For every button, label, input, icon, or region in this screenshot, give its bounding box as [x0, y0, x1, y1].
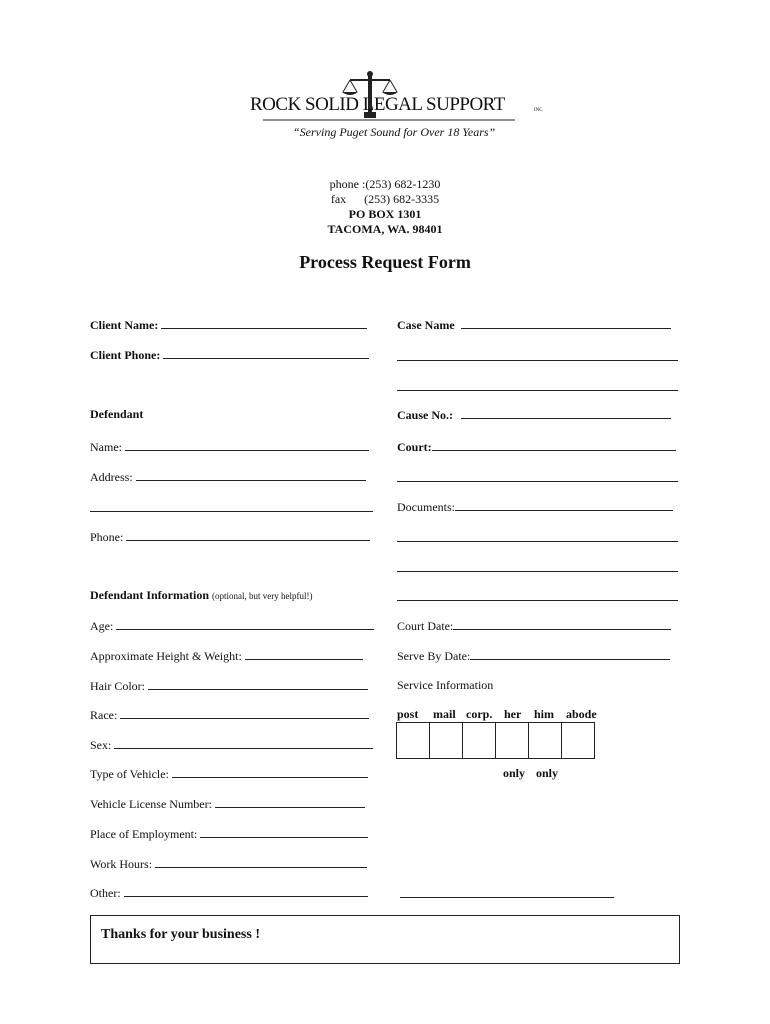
work-hours-label: Work Hours: [90, 857, 153, 871]
form-title: Process Request Form [299, 252, 471, 272]
work-hours-field[interactable] [90, 856, 367, 872]
sex-field[interactable] [90, 737, 373, 753]
defendant-heading: Defendant [90, 407, 144, 421]
contact-city: TACOMA, WA. 98401 [327, 222, 443, 236]
cause-number-label: Cause No.: [397, 408, 453, 422]
checkbox-her[interactable] [495, 722, 529, 759]
company-tagline: “Serving Puget Sound for Over 18 Years” [293, 125, 496, 139]
hair-color-field[interactable] [90, 678, 368, 694]
contact-fax: fax (253) 682-3335 [330, 192, 440, 206]
license-number-label: Vehicle License Number: [90, 797, 212, 811]
svc-post: post [397, 707, 419, 721]
vehicle-type-field[interactable] [90, 766, 368, 782]
company-logo [245, 68, 545, 143]
svc-him: him [534, 707, 555, 721]
case-name-field[interactable] [397, 317, 671, 333]
sex-label: Sex: [90, 738, 112, 752]
service-info-label: Service Information [397, 678, 494, 692]
svc-mail: mail [433, 707, 456, 721]
other-line-right[interactable] [400, 897, 614, 898]
thanks-box [90, 915, 680, 964]
vehicle-type-label: Type of Vehicle: [90, 767, 169, 781]
defendant-phone-field[interactable] [90, 529, 370, 545]
company-name: ROCK SOLID LEGAL SUPPORT [250, 94, 505, 115]
court-field[interactable] [397, 439, 676, 455]
race-label: Race: [90, 708, 118, 722]
case-name-label: Case Name [397, 318, 455, 332]
thanks-message: Thanks for your business ! [101, 927, 260, 942]
age-label: Age: [90, 619, 114, 633]
client-name-label: Client Name: [90, 318, 159, 332]
other-label: Other: [90, 886, 121, 900]
service-options-header [397, 707, 597, 722]
hair-color-label: Hair Color: [90, 679, 145, 693]
documents-field[interactable] [397, 499, 673, 515]
serve-by-date-field[interactable] [397, 648, 670, 664]
employment-label: Place of Employment: [90, 827, 198, 841]
company-suffix: INC [534, 108, 543, 113]
employment-field[interactable] [90, 826, 368, 842]
svc-abode: abode [566, 707, 597, 721]
serve-by-date-label: Serve By Date: [397, 649, 471, 663]
defendant-address-label: Address: [90, 470, 133, 484]
court-date-field[interactable] [397, 618, 671, 634]
age-field[interactable] [90, 618, 374, 634]
checkbox-him[interactable] [528, 722, 562, 759]
documents-label: Documents: [397, 500, 455, 514]
defendant-info-heading [90, 588, 312, 603]
svc-her: her [504, 707, 522, 721]
address-line-2[interactable] [90, 511, 373, 512]
documents-line-4[interactable] [397, 600, 678, 601]
contact-pobox: PO BOX 1301 [348, 207, 422, 221]
checkbox-abode[interactable] [561, 722, 595, 759]
defendant-phone-label: Phone: [90, 530, 124, 544]
defendant-name-field[interactable] [90, 439, 369, 455]
height-weight-label: Approximate Height & Weight: [90, 649, 242, 663]
client-phone-field[interactable] [90, 347, 369, 363]
only-label-him: only [536, 766, 559, 780]
documents-line-3[interactable] [397, 571, 678, 572]
contact-phone: phone :(253) 682-1230 [329, 177, 441, 191]
cause-number-field[interactable] [397, 407, 671, 423]
case-name-line-2[interactable] [397, 360, 678, 361]
defendant-info-label: Defendant Information [90, 588, 209, 602]
client-phone-label: Client Phone: [90, 348, 161, 362]
case-name-line-3[interactable] [397, 390, 678, 391]
checkbox-corp[interactable] [462, 722, 496, 759]
court-line-2[interactable] [397, 481, 678, 482]
checkbox-post[interactable] [396, 722, 430, 759]
court-date-label: Court Date: [397, 619, 454, 633]
documents-line-2[interactable] [397, 541, 678, 542]
checkbox-mail[interactable] [429, 722, 463, 759]
service-checkboxes [396, 722, 594, 759]
defendant-info-note: (optional, but very helpful!) [212, 591, 313, 601]
race-field[interactable] [90, 707, 369, 723]
svc-corp: corp. [466, 707, 493, 721]
court-label: Court: [397, 440, 432, 454]
height-weight-field[interactable] [90, 648, 363, 664]
defendant-name-label: Name: [90, 440, 122, 454]
only-label-her: only [503, 766, 526, 780]
other-field[interactable] [90, 885, 368, 901]
license-number-field[interactable] [90, 796, 365, 812]
client-name-field[interactable] [90, 317, 367, 333]
defendant-address-field[interactable] [90, 469, 366, 485]
